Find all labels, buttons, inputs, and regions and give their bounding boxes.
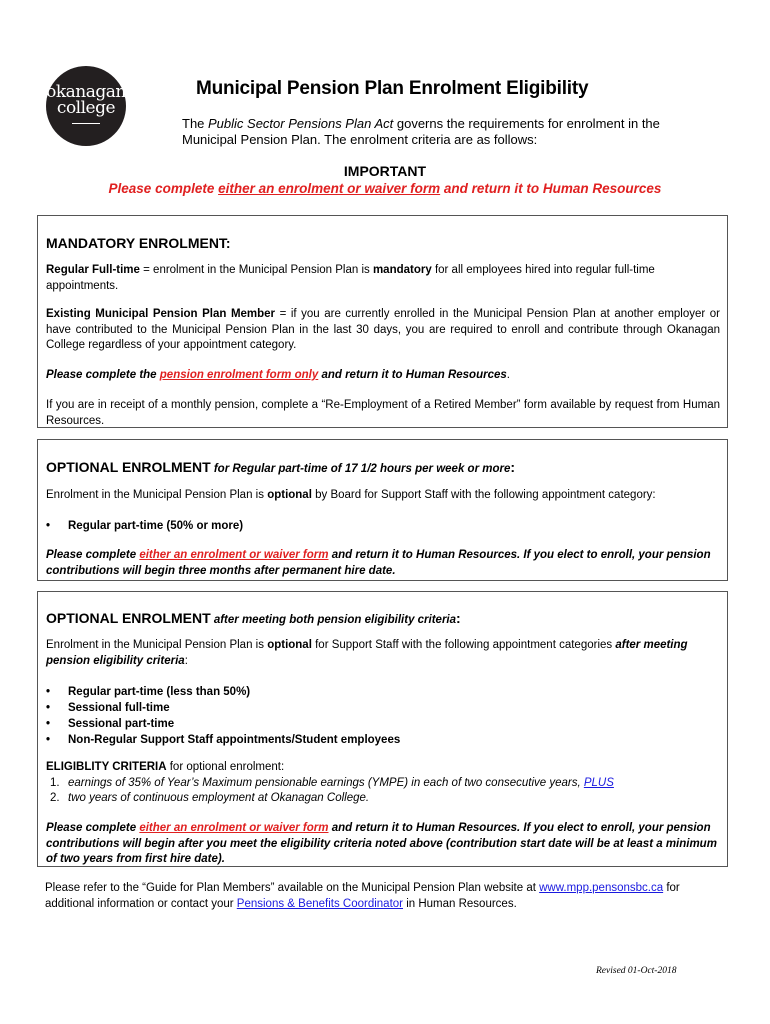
bullet-icon: • <box>46 520 51 532</box>
optional-criteria-instruction: Please complete either an enrolment or waiver form and return it to Human Resources. If you elect to enroll, your pension contributions will begin after you meet the eligibility criteria noted above (contribution start date will be at least a minimum of two years from first hire date). <box>46 822 717 865</box>
eligibility-criteria-heading: ELIGIBLITY CRITERIA for optional enrolment: <box>46 761 285 773</box>
optional-criteria-heading: OPTIONAL ENROLMENT after meeting both pension eligibility criteria: <box>46 610 461 626</box>
important-heading: IMPORTANT <box>343 163 427 179</box>
list-item: • Sessional part-time <box>46 718 175 730</box>
revision-date: Revised 01-Oct-2018 <box>596 966 677 976</box>
list-item: • Non-Regular Support Staff appointments/Student employees <box>46 734 401 746</box>
mandatory-enrolment-section <box>37 215 728 428</box>
list-item: • Sessional full-time <box>46 702 170 714</box>
optional-parttime-paragraph: Enrolment in the Municipal Pension Plan is optional by Board for Support Staff with the following appointment category: <box>46 489 656 501</box>
list-item: • Regular part-time (less than 50%) <box>46 686 251 698</box>
logo-line-1: okanagan <box>46 82 126 102</box>
optional-enrolment-parttime-section <box>37 439 728 581</box>
okanagan-college-logo <box>46 66 126 146</box>
footer-paragraph: Please refer to the “Guide for Plan Members” available on the Municipal Pension Plan website at www.mpp.pensonsbc.ca for additional information or contact your Pensions & Benefits Coordinator in Human Resources. <box>45 882 680 910</box>
criteria-item-1: 1. earnings of 35% of Year’s Maximum pensionable earnings (YMPE) in each of two consecutive years, PLUS <box>50 777 614 789</box>
existing-member-paragraph: Existing Municipal Pension Plan Member = if you are currently enrolled in the Municipal Pension Plan at another employer or have contributed to the Municipal Pension Plan in the last 30 days, you are required to enroll and contribute through Okanagan College regardless of your appointment category. <box>46 308 721 351</box>
optional-criteria-paragraph: Enrolment in the Municipal Pension Plan is optional for Support Staff with the following appointment categories after meeting pension eligibility criteria: <box>46 639 688 667</box>
list-item: • Regular part-time (50% or more) <box>46 520 244 532</box>
optional-parttime-heading: OPTIONAL ENROLMENT for Regular part-time of 17 1/2 hours per week or more: <box>46 459 516 475</box>
intro-paragraph: The Public Sector Pensions Plan Act governs the requirements for enrolment in the Municipal Pension Plan. The enrolment criteria are as follows: <box>182 116 660 147</box>
act-name: Public Sector Pensions Plan Act <box>208 116 394 131</box>
criteria-item-2: 2. two years of continuous employment at Okanagan College. <box>50 792 370 804</box>
mandatory-instruction: Please complete the pension enrolment form only and return it to Human Resources. <box>46 369 510 381</box>
page-title: Municipal Pension Plan Enrolment Eligibility <box>196 78 589 99</box>
mpp-website-link[interactable]: www.mpp.pensonsbc.ca <box>539 882 664 894</box>
retired-member-paragraph: If you are in receipt of a monthly pension, complete a “Re-Employment of a Retired Member” form available by request from Human Resources. <box>46 399 720 427</box>
bullet-icon: • <box>46 702 51 714</box>
pensions-coordinator-link[interactable]: Pensions & Benefits Coordinator <box>236 898 403 910</box>
bullet-icon: • <box>46 718 51 730</box>
regular-fulltime-paragraph: Regular Full-time = enrolment in the Municipal Pension Plan is mandatory for all employees hired into regular full-time appointments. <box>46 264 655 292</box>
logo-line-2: college <box>56 98 116 118</box>
logo-rule <box>72 123 100 124</box>
mandatory-heading: MANDATORY ENROLMENT: <box>46 235 231 251</box>
important-instruction: Please complete either an enrolment or waiver form and return it to Human Resources <box>108 181 662 196</box>
optional-enrolment-criteria-section <box>37 591 728 867</box>
bullet-icon: • <box>46 734 51 746</box>
optional-parttime-instruction: Please complete either an enrolment or waiver form and return it to Human Resources. If you elect to enroll, your pension contributions will begin three months after permanent hire date. <box>46 549 711 577</box>
bullet-icon: • <box>46 686 51 698</box>
